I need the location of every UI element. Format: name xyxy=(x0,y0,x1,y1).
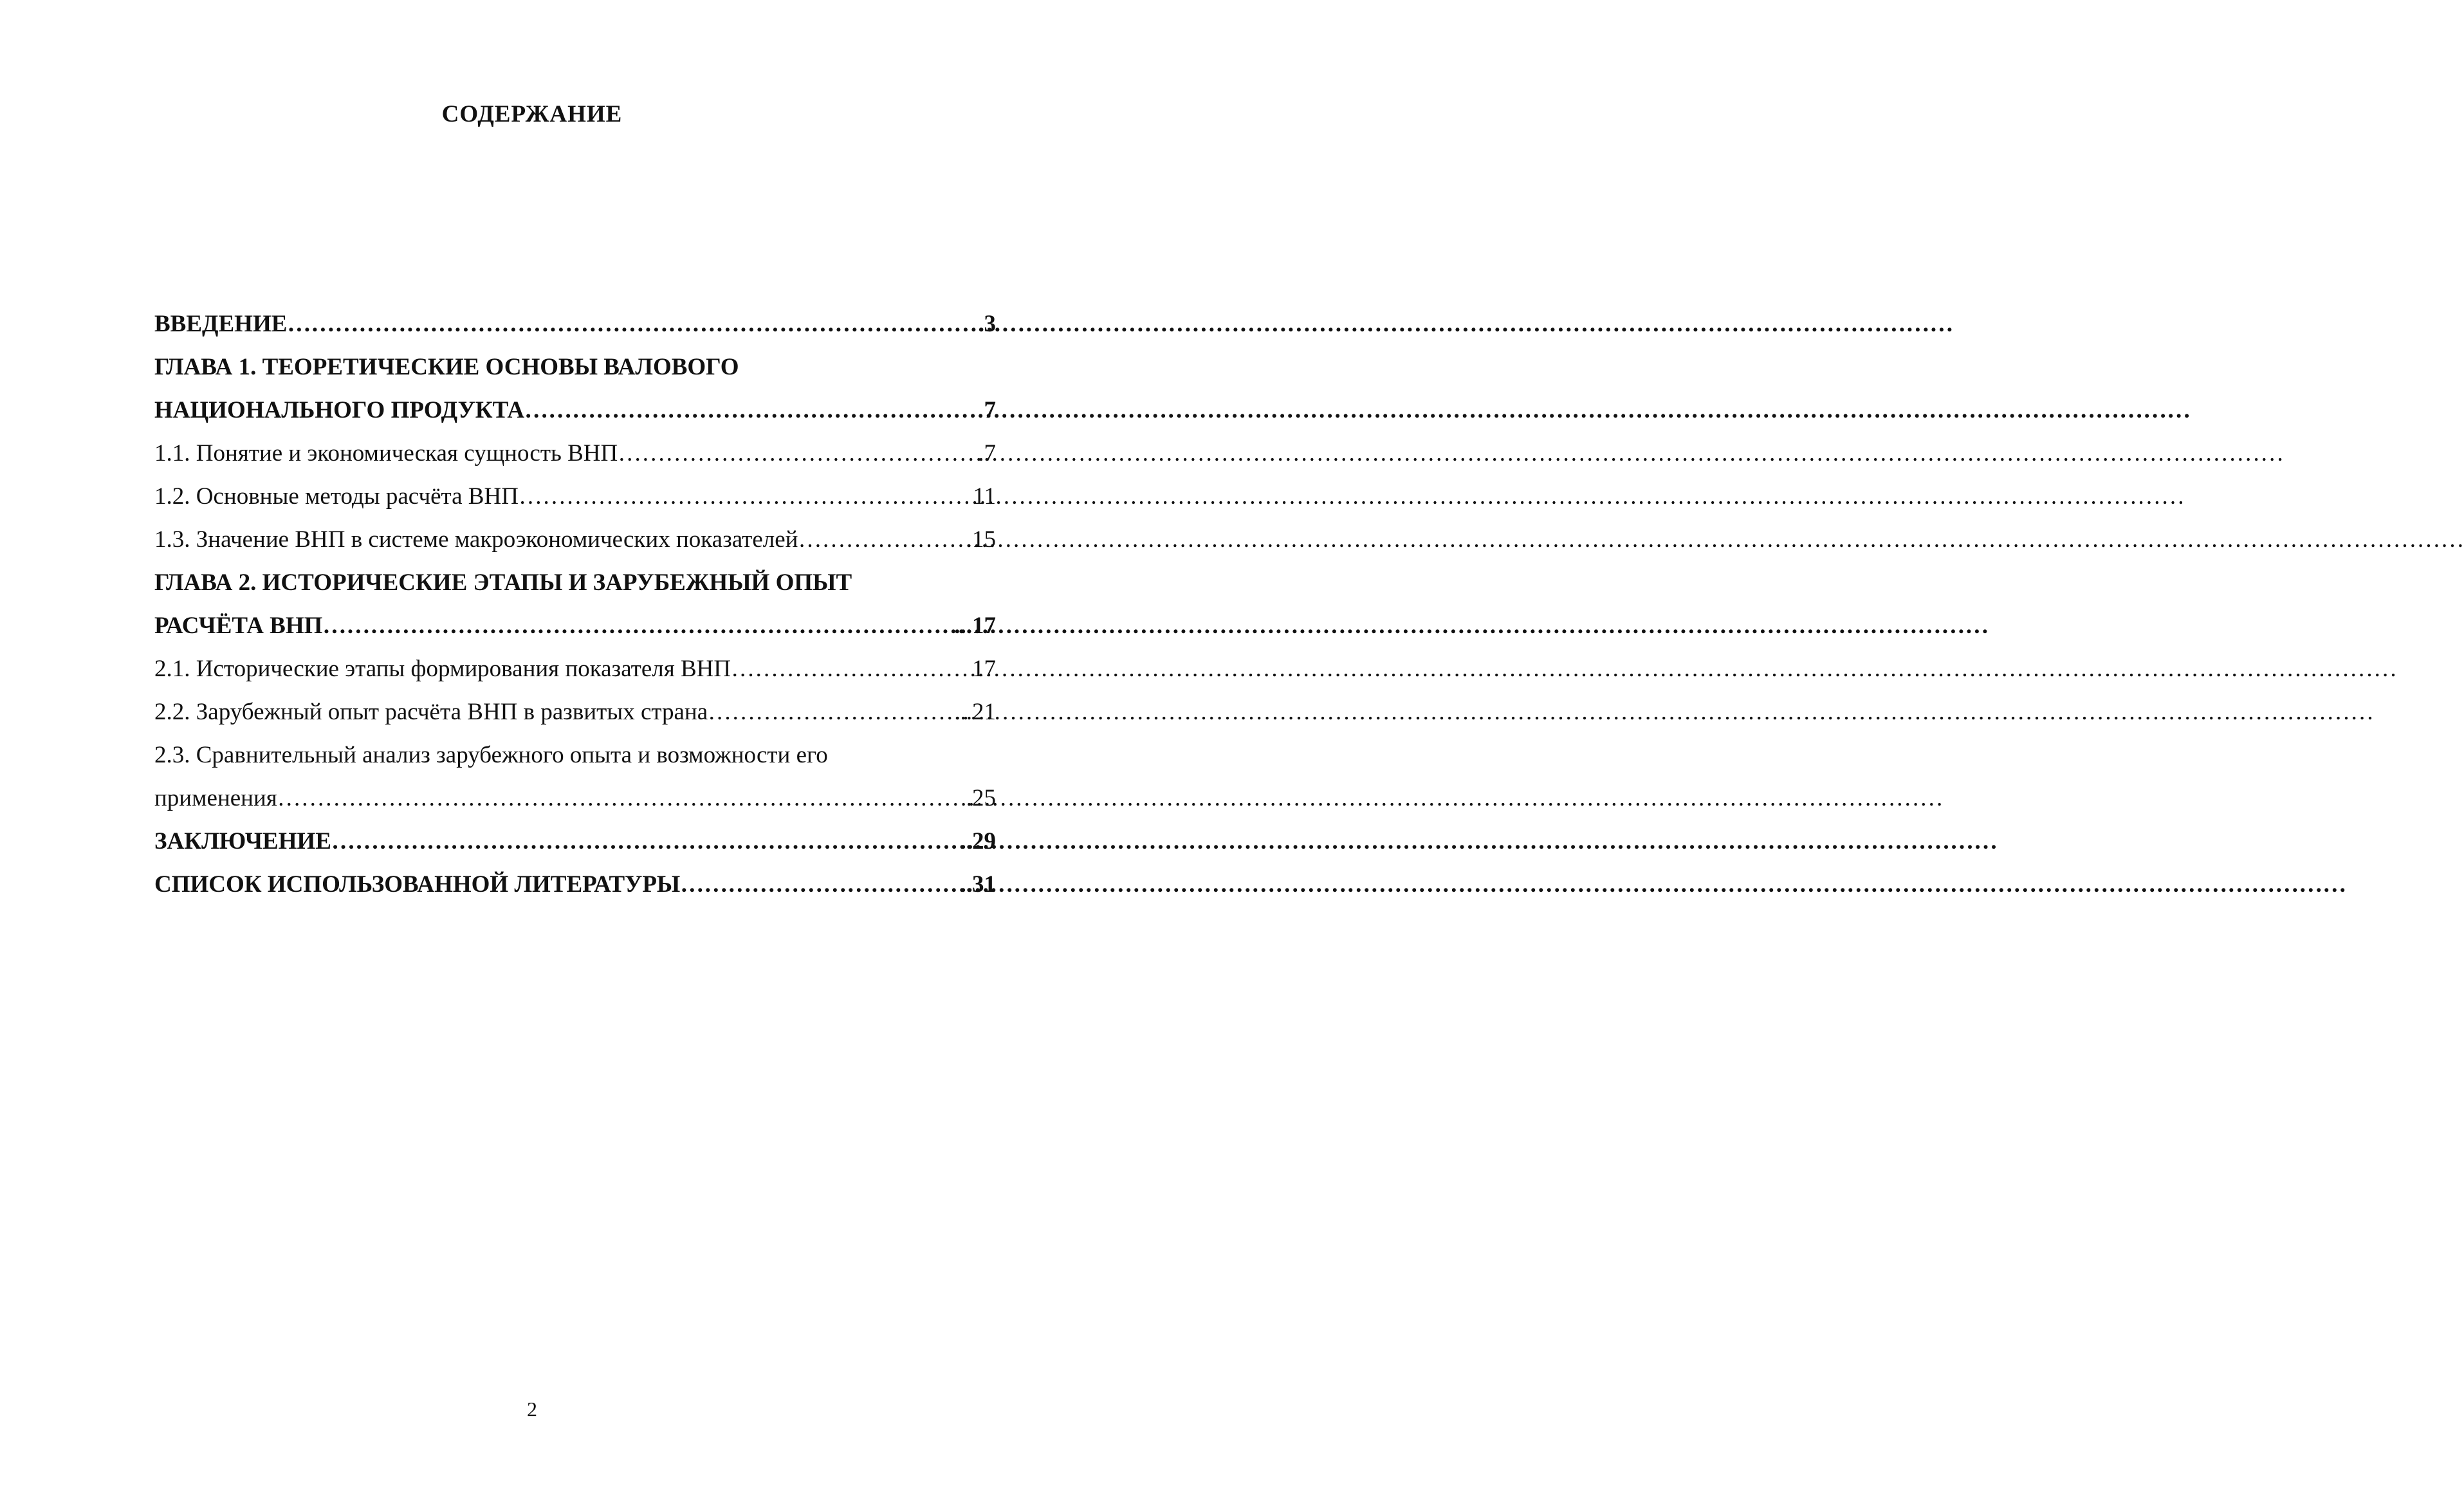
toc-entry-section-2-1[interactable] xyxy=(154,647,996,690)
toc-page-number: .7 xyxy=(978,440,996,466)
toc-entry-label: ГЛАВА 2. ИСТОРИЧЕСКИЕ ЭТАПЫ И ЗАРУБЕЖНЫЙ ОПЫТ xyxy=(154,569,852,596)
toc-page-number: .25 xyxy=(966,785,996,811)
dot-leader xyxy=(798,518,966,561)
dot-leader xyxy=(331,820,961,863)
toc-entry-chapter-2-line-1[interactable] xyxy=(154,561,996,604)
toc-entry-label: НАЦИОНАЛЬНОГО ПРОДУКТА xyxy=(154,397,525,423)
toc-entry-bibliography[interactable] xyxy=(154,863,996,906)
toc-entry-section-2-3-line-2[interactable] xyxy=(154,777,996,820)
toc-entry-section-2-3-line-1[interactable] xyxy=(154,734,996,777)
toc-entry-label: 1.3. Значение ВНП в системе макроэкономических показателей xyxy=(154,526,798,553)
toc-entry-label: 2.2. Зарубежный опыт расчёта ВНП в развитых страна xyxy=(154,699,708,725)
toc-entry-chapter-1-line-1[interactable] xyxy=(154,346,996,389)
dot-leader xyxy=(277,777,966,820)
toc-page-number: ..29 xyxy=(960,828,996,854)
dot-leader xyxy=(322,604,954,647)
toc-entry-introduction[interactable] xyxy=(154,302,996,346)
toc-page-number: 17 xyxy=(972,656,996,682)
toc-entry-label: 2.3. Сравнительный анализ зарубежного опыта и возможности его xyxy=(154,742,828,768)
toc-page-number: 11 xyxy=(973,483,996,510)
toc-entry-section-1-2[interactable] xyxy=(154,475,996,518)
toc-entry-section-1-1[interactable] xyxy=(154,432,996,475)
dot-leader xyxy=(731,647,972,690)
toc-entry-label: ГЛАВА 1. ТЕОРЕТИЧЕСКИЕ ОСНОВЫ ВАЛОВОГО xyxy=(154,354,739,380)
toc-entry-section-1-3[interactable] xyxy=(154,518,996,561)
toc-entry-label: 2.1. Исторические этапы формирования показателя ВНП xyxy=(154,656,731,682)
page-number: 2 xyxy=(527,1398,537,1421)
dot-leader xyxy=(708,690,954,734)
dot-leader xyxy=(524,389,984,432)
dot-leader xyxy=(618,432,978,475)
toc-entry-conclusion[interactable] xyxy=(154,820,996,863)
toc-page-number: .15 xyxy=(966,526,996,553)
toc-page-number: ..31 xyxy=(960,871,996,898)
table-of-contents xyxy=(154,302,996,906)
dot-leader xyxy=(680,863,960,906)
toc-entry-section-2-2[interactable] xyxy=(154,690,996,734)
toc-page-number: ...21 xyxy=(954,699,996,725)
dot-leader xyxy=(287,302,978,346)
toc-page-number: 7 xyxy=(984,397,996,423)
toc-entry-label: 1.2. Основные методы расчёта ВНП xyxy=(154,483,519,510)
toc-entry-chapter-1-line-2[interactable] xyxy=(154,389,996,432)
toc-entry-label: РАСЧЁТА ВНП xyxy=(154,613,323,639)
toc-entry-label: ВВЕДЕНИЕ xyxy=(154,311,288,337)
toc-page-number: ...17 xyxy=(954,613,996,639)
dot-leader xyxy=(519,475,973,518)
toc-entry-label: ЗАКЛЮЧЕНИЕ xyxy=(154,828,331,854)
toc-entry-label: СПИСОК ИСПОЛЬЗОВАННОЙ ЛИТЕРАТУРЫ xyxy=(154,871,681,898)
page-title: СОДЕРЖАНИЕ xyxy=(441,101,623,127)
toc-page-number: .3 xyxy=(978,311,996,337)
toc-entry-chapter-2-line-2[interactable] xyxy=(154,604,996,647)
toc-entry-label: применения xyxy=(154,785,277,811)
toc-entry-label: 1.1. Понятие и экономическая сущность ВНП xyxy=(154,440,618,466)
